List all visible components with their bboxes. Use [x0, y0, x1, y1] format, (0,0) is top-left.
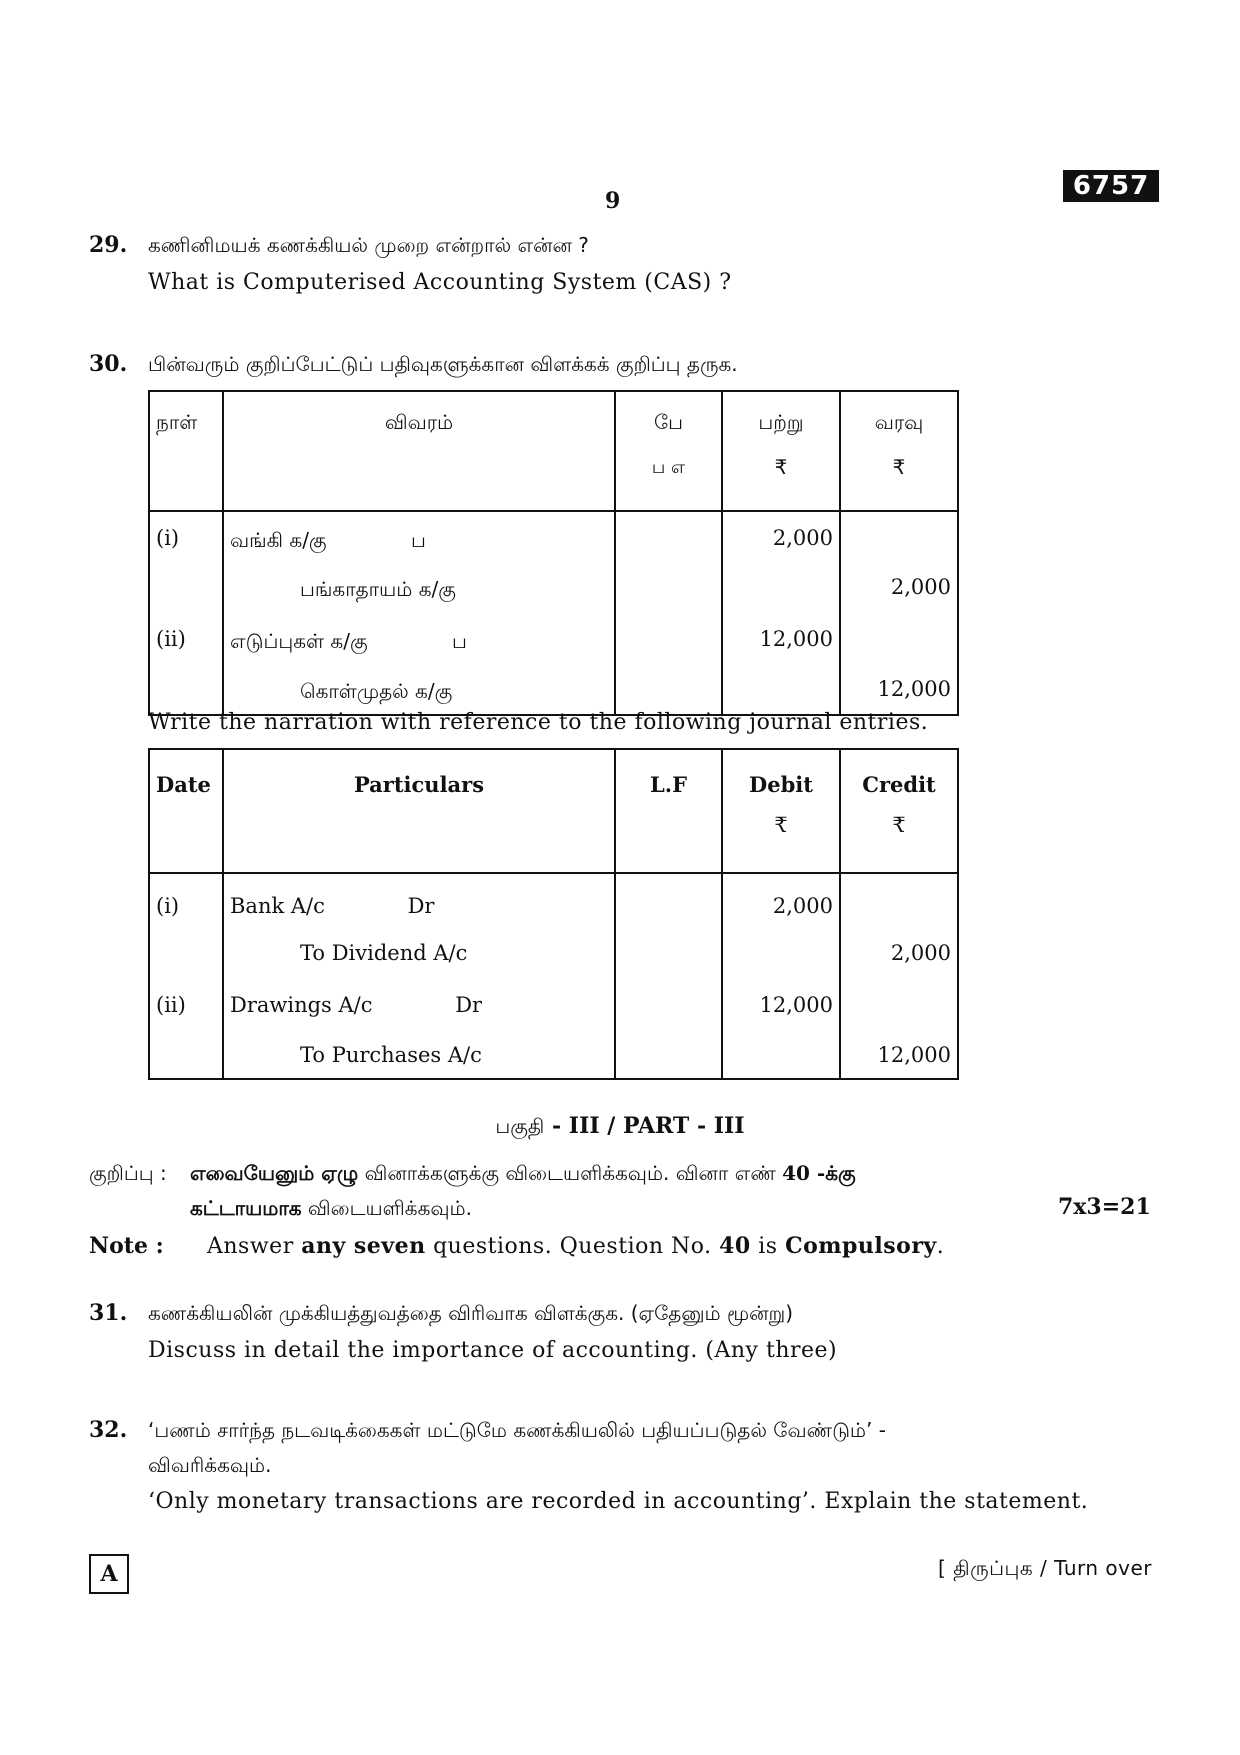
row-account: வங்கி க/கு	[230, 528, 327, 552]
question-text-english: Write the narration with reference to the following journal entries.	[148, 710, 929, 735]
row-particulars	[223, 511, 615, 561]
row-credit	[840, 613, 958, 665]
header-debit-label: Debit	[749, 772, 813, 797]
row-account: கொள்முதல் க/கு	[223, 665, 615, 715]
table-row	[149, 1029, 958, 1079]
question-number: 30.	[89, 351, 128, 377]
row-date: (i)	[149, 873, 223, 925]
table-row	[149, 665, 958, 715]
row-account: பங்காதாயம் க/கு	[223, 561, 615, 613]
header-debit	[722, 391, 840, 511]
rupee-symbol: ₹	[774, 455, 788, 479]
row-lf	[615, 613, 722, 665]
row-account: To Dividend A/c	[223, 925, 615, 977]
row-particulars	[223, 613, 615, 665]
row-debit: 12,000	[722, 977, 840, 1029]
question-text-english: Discuss in detail the importance of accounting. (Any three)	[148, 1338, 838, 1363]
question-text-tamil-line2: விவரிக்கவும்.	[148, 1453, 272, 1477]
note-emphasis: Compulsory	[785, 1233, 937, 1259]
header-credit-label: வரவு	[874, 410, 924, 434]
row-date: (ii)	[149, 613, 223, 665]
note-text: .	[936, 1234, 945, 1259]
row-credit	[840, 873, 958, 925]
row-debit: 2,000	[722, 873, 840, 925]
note-text: வினாக்களுக்கு விடையளிக்கவும். வினா எண்	[364, 1161, 776, 1185]
header-lf	[615, 391, 722, 511]
note-emphasis: எவையேனும் ஏழு	[190, 1161, 359, 1185]
note-text: விடையளிக்கவும்.	[307, 1196, 472, 1220]
question-text-tamil: கணினிமயக் கணக்கியல் முறை என்றால் என்ன ?	[148, 233, 589, 257]
row-dr: Dr	[455, 993, 483, 1017]
header-lf-top: பே	[653, 410, 684, 434]
row-lf	[615, 977, 722, 1029]
row-debit: 12,000	[722, 613, 840, 665]
row-particulars	[223, 873, 615, 925]
note-label: Note :	[89, 1233, 164, 1259]
row-debit	[722, 1029, 840, 1079]
row-account: எடுப்புகள் க/கு	[230, 629, 368, 653]
note-text: Answer	[207, 1234, 294, 1259]
row-date	[149, 925, 223, 977]
row-lf	[615, 561, 722, 613]
table-row	[149, 561, 958, 613]
row-lf	[615, 873, 722, 925]
question-number: 32.	[89, 1417, 128, 1443]
row-lf	[615, 511, 722, 561]
note-text: is	[758, 1234, 778, 1259]
journal-table-english	[148, 748, 959, 1080]
table-row	[149, 873, 958, 925]
row-lf	[615, 1029, 722, 1079]
row-dr: Dr	[407, 894, 435, 918]
row-date: (ii)	[149, 977, 223, 1029]
row-credit	[840, 977, 958, 1029]
row-account: Drawings A/c	[230, 993, 373, 1017]
row-dr: ப	[451, 629, 467, 653]
row-date: (i)	[149, 511, 223, 561]
row-debit: 2,000	[722, 511, 840, 561]
rupee-symbol: ₹	[892, 455, 906, 479]
turn-over-label	[938, 1556, 1152, 1583]
section-title	[0, 1113, 1240, 1141]
row-debit	[722, 561, 840, 613]
note-emphasis: 40 -க்கு	[782, 1161, 856, 1185]
header-credit	[840, 749, 958, 873]
paper-code: 6757	[1063, 170, 1159, 202]
note-emphasis: any seven	[301, 1233, 426, 1259]
header-debit-label: பற்று	[758, 410, 804, 434]
header-credit-label: Credit	[862, 772, 936, 797]
row-credit: 2,000	[840, 561, 958, 613]
page-number: 9	[605, 188, 621, 214]
note-text-tamil	[190, 1161, 1150, 1188]
question-text-tamil: பின்வரும் குறிப்பேட்டுப் பதிவுகளுக்கான விளக்கக் குறிப்பு தருக.	[148, 352, 738, 376]
header-lf: L.F	[615, 749, 722, 873]
row-date	[149, 665, 223, 715]
row-lf	[615, 665, 722, 715]
header-debit	[722, 749, 840, 873]
header-particulars: Particulars	[223, 749, 615, 873]
section-title-english: - III / PART - III	[551, 1113, 745, 1139]
row-date	[149, 1029, 223, 1079]
turn-over-text: [ திருப்புக / Turn over	[938, 1556, 1152, 1580]
table-row	[149, 977, 958, 1029]
table-row	[149, 613, 958, 665]
question-number: 29.	[89, 232, 128, 258]
row-lf	[615, 925, 722, 977]
header-date: நாள்	[149, 391, 223, 511]
row-dr: ப	[410, 528, 426, 552]
row-debit	[722, 925, 840, 977]
question-text-tamil: கணக்கியலின் முக்கியத்துவத்தை விரிவாக விளக்குக. (ஏதேனும் மூன்று)	[148, 1301, 794, 1325]
question-text-tamil: ‘பணம் சார்ந்த நடவடிக்கைகள் மட்டுமே கணக்கியலில் பதியப்படுதல் வேண்டும்’ -	[148, 1418, 886, 1442]
note-emphasis: கட்டாயமாக	[190, 1196, 302, 1220]
rupee-symbol: ₹	[774, 813, 788, 837]
marks-allocation: 7x3=21	[1058, 1194, 1151, 1220]
row-account: To Purchases A/c	[223, 1029, 615, 1079]
note-text-english	[207, 1233, 944, 1259]
table-row	[149, 925, 958, 977]
journal-table-tamil	[148, 390, 959, 716]
rupee-symbol: ₹	[892, 813, 906, 837]
section-title-tamil: பகுதி	[495, 1114, 545, 1138]
header-lf-bottom: ப எ	[651, 457, 686, 478]
table-row	[149, 511, 958, 561]
note-text: questions. Question No.	[433, 1234, 712, 1259]
question-text-english: ‘Only monetary transactions are recorded in accounting’. Explain the statement.	[148, 1489, 1089, 1514]
row-account: Bank A/c	[230, 894, 325, 918]
row-date	[149, 561, 223, 613]
row-particulars	[223, 977, 615, 1029]
header-particulars: விவரம்	[223, 391, 615, 511]
header-credit	[840, 391, 958, 511]
row-credit	[840, 511, 958, 561]
question-text-english: What is Computerised Accounting System (CAS) ?	[148, 270, 732, 295]
header-date: Date	[149, 749, 223, 873]
row-credit: 12,000	[840, 665, 958, 715]
note-emphasis: 40	[719, 1233, 751, 1259]
row-credit: 2,000	[840, 925, 958, 977]
note-label-tamil: குறிப்பு :	[89, 1161, 167, 1185]
note-text-tamil-line2	[190, 1196, 472, 1223]
question-number: 31.	[89, 1300, 128, 1326]
row-credit: 12,000	[840, 1029, 958, 1079]
series-box: A	[89, 1554, 129, 1594]
row-debit	[722, 665, 840, 715]
